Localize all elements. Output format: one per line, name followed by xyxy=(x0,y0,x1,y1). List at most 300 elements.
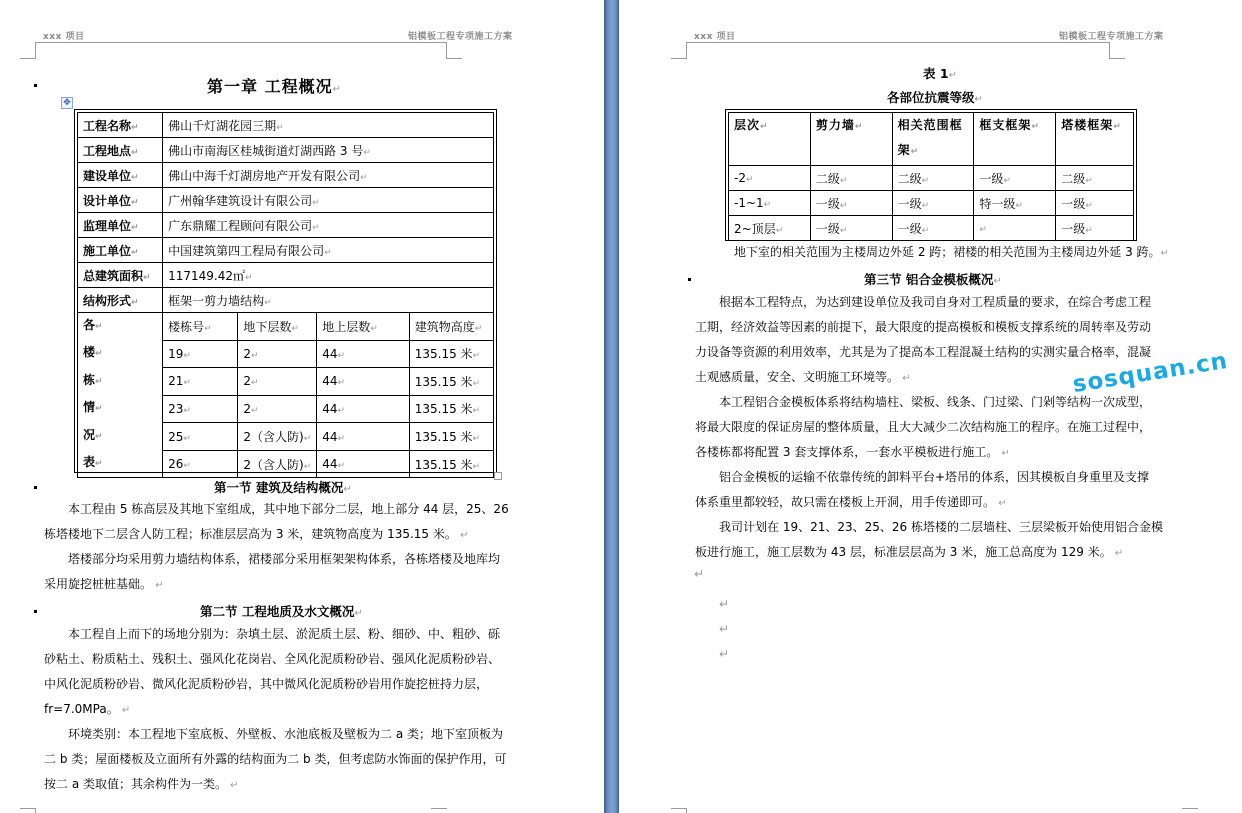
cell-text: 层次 xyxy=(734,118,761,132)
cell-text: 二级 xyxy=(1061,171,1086,186)
header-right: 铝模板工程专项施工方案 xyxy=(1059,32,1164,42)
cell-end-mark: ↵ xyxy=(250,378,259,389)
crop-mark xyxy=(20,58,36,59)
cell-end-mark: ↵ xyxy=(324,247,332,258)
seismic-grade-table xyxy=(728,112,1134,241)
line-text: 我司计划在 19、21、23、25、26 栋塔楼的二层墙柱、三层梁板开始使用铝合金模 xyxy=(719,520,1163,534)
body-line xyxy=(695,340,1151,365)
header-corner-right xyxy=(446,42,447,58)
cell-end-mark: ↵ xyxy=(763,200,772,210)
cell-text: 佛山中海千灯湖房地产开发有限公司 xyxy=(168,168,361,183)
line-text: 本工程铝合金模板体系将结构墙柱、梁板、线条、门过梁、门剁等结构一次成型， xyxy=(719,395,1152,409)
section1-title: 第一节 建筑及结构概况↵ xyxy=(214,480,352,495)
label-char: 栋 xyxy=(83,372,96,387)
body-line xyxy=(44,647,500,672)
body-line xyxy=(68,622,500,647)
body-line xyxy=(695,315,1151,340)
seismic-cell xyxy=(974,216,1056,241)
cell-end-mark: ↵ xyxy=(143,272,151,283)
cell-end-mark: ↵ xyxy=(839,200,848,211)
info-row xyxy=(78,113,494,138)
cell-end-mark: ↵ xyxy=(839,175,848,186)
info-row xyxy=(78,138,494,163)
table-note: 地下室的相关范围为主楼周边外延 2 跨；裙楼的相关范围为主楼周边外延 3 跨。↵ xyxy=(734,245,1169,259)
line-text: 二 b 类；屋面楼板及立面所有外露的结构面为二 b 类，但考虑防水饰面的保护作用，可 xyxy=(44,752,507,766)
cell-end-mark: ↵ xyxy=(472,461,481,472)
cell-end-mark: ↵ xyxy=(1031,122,1040,132)
cell-end-mark: ↵ xyxy=(183,433,191,444)
cell-end-mark: ↵ xyxy=(95,322,103,332)
info-value-cell xyxy=(163,113,494,138)
cell-end-mark: ↵ xyxy=(1085,175,1093,186)
cell-text: 44 xyxy=(322,374,338,389)
section3-title: 第三节 铝合金模板概况↵ xyxy=(864,272,1002,287)
seismic-cell xyxy=(892,191,974,216)
table-caption: 表 1↵ xyxy=(923,66,957,81)
building-cell xyxy=(163,395,238,423)
paragraph-mark: ↵ xyxy=(1111,548,1124,559)
paragraph-mark: ↵ xyxy=(995,498,1007,509)
building-cell xyxy=(317,395,410,423)
chapter-title: 第一章 工程概况↵ xyxy=(207,77,342,96)
seismic-cell xyxy=(1056,191,1134,216)
header-corner-right xyxy=(1109,42,1110,58)
cell-text: 135.15 米 xyxy=(414,430,473,445)
cell-text: -2 xyxy=(734,171,746,185)
building-label-char xyxy=(83,368,157,395)
body-line xyxy=(695,415,1151,440)
info-label-cell xyxy=(78,163,163,188)
cell-end-mark: ↵ xyxy=(95,431,103,442)
label-char: 况 xyxy=(83,427,96,442)
body-line xyxy=(68,722,503,747)
heading-bullet xyxy=(34,84,37,87)
heading-bullet xyxy=(34,610,37,613)
info-label-cell xyxy=(78,263,163,288)
building-cell xyxy=(317,450,410,478)
empty-paragraph: ↵ xyxy=(719,597,730,611)
line-text: 按二 a 类取值；其余构件为一类。 xyxy=(44,777,227,791)
body-line xyxy=(44,522,468,548)
cell-text: 2 xyxy=(243,401,251,416)
document-page-right xyxy=(619,0,1242,813)
cell-end-mark: ↵ xyxy=(775,225,784,236)
label-char: 情 xyxy=(83,400,96,415)
seismic-row xyxy=(729,166,1134,191)
cell-end-mark: ↵ xyxy=(337,433,346,444)
cell-end-mark: ↵ xyxy=(250,405,259,416)
building-label-char xyxy=(83,423,157,450)
cell-text: 44 xyxy=(322,429,338,444)
cell-text: 地上层数 xyxy=(322,319,371,334)
info-label-cell xyxy=(78,238,163,263)
paragraph-mark: ↵ xyxy=(456,530,469,541)
paragraph-mark: ↵ xyxy=(226,780,239,791)
building-cell xyxy=(409,450,493,478)
line-text: 环境类别：本工程地下室底板、外壁板、水池底板及壁板为二 a 类；地下室顶板为 xyxy=(68,727,503,741)
cell-text: 相关范围框架 xyxy=(897,118,963,157)
body-line xyxy=(68,547,500,572)
info-row xyxy=(78,188,494,213)
building-label-char xyxy=(83,313,157,340)
page-gutter-scroll-separator xyxy=(604,0,619,813)
body-line xyxy=(719,465,1149,490)
cell-end-mark: ↵ xyxy=(370,323,378,334)
cell-end-mark: ↵ xyxy=(131,172,139,183)
seismic-row xyxy=(729,216,1134,241)
seismic-cell xyxy=(1056,166,1134,191)
building-cell xyxy=(317,340,410,368)
cell-end-mark: ↵ xyxy=(910,147,920,157)
cell-end-mark: ↵ xyxy=(291,323,299,334)
cell-end-mark: ↵ xyxy=(250,350,259,361)
cell-text: 26 xyxy=(168,457,184,472)
cell-end-mark: ↵ xyxy=(303,434,312,445)
cell-end-mark: ↵ xyxy=(921,175,930,186)
seismic-cell xyxy=(1056,216,1134,241)
seismic-cell xyxy=(974,166,1056,191)
building-header-cell xyxy=(163,313,238,341)
cell-end-mark: ↵ xyxy=(131,197,139,208)
cell-end-mark: ↵ xyxy=(337,350,346,361)
crop-mark xyxy=(20,808,36,809)
body-line xyxy=(695,440,1010,466)
cell-end-mark: ↵ xyxy=(131,247,139,258)
header-rule xyxy=(35,42,446,43)
cell-end-mark: ↵ xyxy=(1113,122,1122,132)
cell-text: 一级 xyxy=(1061,221,1086,236)
seismic-header-cell xyxy=(892,113,974,166)
line-text: 根据本工程特点，为达到建设单位及我司自身对工程质量的要求，在综合考虑工程 xyxy=(719,295,1152,309)
cell-end-mark: ↵ xyxy=(303,461,312,472)
cell-text: 地下层数 xyxy=(243,319,292,334)
cell-end-mark: ↵ xyxy=(337,405,346,416)
line-text: 各楼栋都将配置 3 套支撑体系，一套水平模板进行施工。 xyxy=(695,445,999,459)
body-line xyxy=(44,572,164,598)
info-label-cell xyxy=(78,113,163,138)
info-value-cell xyxy=(163,263,494,288)
cell-text: 135.15 米 xyxy=(414,347,473,362)
cell-text: 框架一剪力墙结构 xyxy=(168,293,265,308)
building-header-cell xyxy=(238,313,317,341)
seismic-cell xyxy=(729,191,811,216)
section2-title: 第二节 工程地质及水文概况↵ xyxy=(200,604,363,619)
cell-text: 剪力墙 xyxy=(815,118,855,132)
cell-end-mark: ↵ xyxy=(839,225,848,236)
cell-text: -1~1 xyxy=(734,196,764,210)
body-line xyxy=(695,540,1123,566)
info-value-cell xyxy=(163,213,494,238)
cell-end-mark: ↵ xyxy=(245,272,253,283)
building-cell xyxy=(409,368,493,396)
building-header-row xyxy=(78,313,494,341)
cell-end-mark: ↵ xyxy=(1085,225,1093,236)
cell-text: 2（含人防) xyxy=(243,430,304,445)
cell-end-mark: ↵ xyxy=(474,323,483,334)
line-text: fr=7.0MPa。 xyxy=(44,702,119,716)
cell-text: 工程名称 xyxy=(83,118,132,133)
label-char: 楼 xyxy=(83,345,96,360)
line-text: 板进行施工，施工层数为 43 层，标准层层高为 3 米，施工总高度为 129 米。 xyxy=(695,545,1112,559)
table-move-handle-icon[interactable]: ✥ xyxy=(61,97,73,109)
document-page-left xyxy=(0,0,604,813)
header-corner-left xyxy=(686,42,687,58)
cell-text: 19 xyxy=(168,346,184,361)
cell-end-mark: ↵ xyxy=(921,225,930,236)
cell-text: 一级 xyxy=(815,221,840,236)
crop-mark xyxy=(35,808,36,813)
cell-text: 楼栋号 xyxy=(168,319,205,334)
info-row xyxy=(78,238,494,263)
body-line xyxy=(44,772,239,798)
cell-end-mark: ↵ xyxy=(312,197,320,208)
crop-mark xyxy=(686,808,687,813)
table-resize-handle[interactable] xyxy=(494,472,502,480)
cell-end-mark: ↵ xyxy=(204,323,212,334)
cell-end-mark: ↵ xyxy=(183,378,191,389)
cell-text: 框支框架 xyxy=(979,118,1032,132)
line-text: 土观感质量，安全、文明施工环境等。 xyxy=(695,370,900,384)
line-text: 本工程由 5 栋高层及其地下室组成，其中地下部分二层，地上部分 44 层，25、26 xyxy=(68,502,509,516)
building-cell xyxy=(317,423,410,451)
cell-end-mark: ↵ xyxy=(131,297,139,308)
empty-paragraph: ↵ xyxy=(719,647,730,661)
cell-end-mark: ↵ xyxy=(183,350,191,361)
building-cell xyxy=(409,423,493,451)
heading-bullet xyxy=(688,278,691,281)
building-cell xyxy=(238,395,317,423)
project-info-table xyxy=(77,112,494,478)
seismic-cell xyxy=(892,216,974,241)
line-text: 工期，经济效益等因素的前提下，最大限度的提高模板和模板支撑系统的周转率及劳动 xyxy=(695,320,1152,334)
cell-text: 44 xyxy=(322,346,338,361)
body-line xyxy=(719,515,1163,540)
building-header-cell xyxy=(317,313,410,341)
cell-end-mark: ↵ xyxy=(183,405,191,416)
cell-text: 佛山市南海区桂城街道灯湖西路 3 号 xyxy=(168,143,364,158)
building-cell xyxy=(317,368,410,396)
paragraph-mark: ↵ xyxy=(899,373,911,384)
cell-end-mark: ↵ xyxy=(131,122,139,133)
crop-mark xyxy=(1109,58,1125,59)
seismic-row xyxy=(729,191,1134,216)
info-label-cell xyxy=(78,213,163,238)
cell-end-mark: ↵ xyxy=(95,404,103,415)
cell-end-mark: ↵ xyxy=(1085,200,1093,211)
building-header-cell xyxy=(409,313,493,341)
building-label-char xyxy=(83,395,157,422)
cell-end-mark: ↵ xyxy=(745,175,754,185)
cell-text: 总建筑面积 xyxy=(83,268,144,283)
line-text: 力设备等资源的利用效率，尤其是为了提高本工程混凝土结构的实测实量合格率，混凝 xyxy=(695,345,1152,359)
building-cell xyxy=(163,368,238,396)
line-text: 体系重里都较轻，故只需在楼板上开洞，用手传递即可。 xyxy=(695,495,996,509)
cell-end-mark: ↵ xyxy=(854,122,864,132)
cell-end-mark: ↵ xyxy=(95,376,103,387)
empty-paragraph: ↵ xyxy=(694,567,705,581)
cell-text: 23 xyxy=(168,401,184,416)
cell-text: 监理单位 xyxy=(83,218,132,233)
line-text: 本工程自上而下的场地分别为：杂填土层、淤泥质土层、粉、细砂、中、粗砂、砾 xyxy=(68,627,501,641)
seismic-cell xyxy=(974,191,1056,216)
cell-end-mark: ↵ xyxy=(472,434,481,445)
cell-end-mark: ↵ xyxy=(1003,175,1011,186)
crop-mark xyxy=(446,58,462,59)
line-text: 铝合金模板的运输不依靠传统的卸料平台+塔吊的体系，因其模板自身重里及支撑 xyxy=(719,470,1150,484)
building-cell xyxy=(163,450,238,478)
line-text: 将最大限度的保证房屋的整体质量，且大大减少二次结构施工的程序。在施工过程中， xyxy=(695,420,1152,434)
header-corner-left xyxy=(35,42,36,58)
line-text: 中风化泥质粉砂岩、微风化泥质粉砂岩，其中微风化泥质粉砂岩用作旋挖桩持力层， xyxy=(44,677,489,691)
crop-mark xyxy=(431,808,447,809)
cell-text: 一级 xyxy=(897,221,922,236)
cell-text: 2（含人防) xyxy=(243,457,304,472)
crop-mark xyxy=(1182,808,1198,809)
cell-end-mark: ↵ xyxy=(472,378,481,389)
info-row xyxy=(78,213,494,238)
info-value-cell xyxy=(163,188,494,213)
cell-text: 44 xyxy=(322,457,338,472)
body-line xyxy=(695,490,1007,516)
header-left: xxx 项目 xyxy=(694,32,736,42)
line-text: 栋塔楼地下二层含人防工程；标准层层高为 3 米，建筑物高度为 135.15 米。 xyxy=(44,527,457,541)
cell-end-mark: ↵ xyxy=(363,147,371,158)
cell-end-mark: ↵ xyxy=(337,461,346,472)
label-char: 各 xyxy=(83,318,96,332)
header-left: xxx 项目 xyxy=(43,32,85,42)
building-label-cell xyxy=(78,313,163,478)
cell-text: 施工单位 xyxy=(83,243,132,258)
cell-text: 2 xyxy=(243,374,251,389)
cell-text: 二级 xyxy=(897,171,922,186)
line-text: 塔楼部分均采用剪力墙结构体系，裙楼部分采用框架架构体系，各栋塔楼及地库均 xyxy=(68,552,501,566)
line-text: 砂粘土、粉质粘土、残积土、强风化花岗岩、全风化泥质粉砂岩、强风化泥质粉砂岩、 xyxy=(44,652,501,666)
seismic-cell xyxy=(810,191,892,216)
info-label-cell xyxy=(78,138,163,163)
body-line xyxy=(68,497,509,522)
seismic-cell xyxy=(892,166,974,191)
cell-text: 2~顶层 xyxy=(734,221,776,236)
cell-end-mark: ↵ xyxy=(131,147,139,158)
cell-text: 2 xyxy=(243,346,251,361)
cell-end-mark: ↵ xyxy=(921,200,930,211)
info-value-cell xyxy=(163,138,494,163)
seismic-cell xyxy=(810,216,892,241)
cell-text: 设计单位 xyxy=(83,193,132,208)
building-cell xyxy=(238,423,317,451)
paragraph-mark: ↵ xyxy=(998,448,1010,459)
info-row xyxy=(78,263,494,288)
cell-text: 一级 xyxy=(815,196,840,211)
paragraph-mark: ↵ xyxy=(118,705,131,716)
cell-end-mark: ↵ xyxy=(979,225,987,235)
table-title: 各部位抗震等级↵ xyxy=(887,90,983,105)
cell-end-mark: ↵ xyxy=(337,378,346,389)
cell-text: 135.15 米 xyxy=(414,374,473,389)
paragraph-mark: ↵ xyxy=(152,580,164,591)
building-cell xyxy=(409,340,493,368)
seismic-header-cell xyxy=(729,113,811,166)
cell-text: 特一级 xyxy=(979,196,1016,211)
body-line xyxy=(44,747,507,772)
cell-text: 135.15 米 xyxy=(414,402,473,417)
seismic-header-cell xyxy=(810,113,892,166)
cell-text: 一级 xyxy=(1061,196,1086,211)
header-rule xyxy=(686,42,1109,43)
cell-text: 44 xyxy=(322,401,338,416)
seismic-cell xyxy=(810,166,892,191)
cell-text: 建设单位 xyxy=(83,168,132,183)
watermark: sosquan.cn xyxy=(1070,347,1230,399)
cell-end-mark: ↵ xyxy=(131,222,139,233)
empty-paragraph: ↵ xyxy=(719,622,730,636)
body-line xyxy=(719,290,1151,315)
body-line xyxy=(44,697,130,723)
heading-bullet xyxy=(34,486,37,489)
cell-text: 一级 xyxy=(897,196,922,211)
building-cell xyxy=(163,340,238,368)
cell-end-mark: ↵ xyxy=(183,461,191,472)
cell-text: 工程地点 xyxy=(83,143,132,158)
building-cell xyxy=(238,368,317,396)
body-line xyxy=(695,365,911,391)
cell-text: 21 xyxy=(168,374,184,389)
info-value-cell xyxy=(163,163,494,188)
info-label-cell xyxy=(78,188,163,213)
cell-text: 结构形式 xyxy=(83,293,132,308)
cell-end-mark: ↵ xyxy=(312,222,320,233)
seismic-cell xyxy=(729,216,811,241)
seismic-header-cell xyxy=(1056,113,1134,166)
seismic-cell xyxy=(729,166,811,191)
cell-text: 二级 xyxy=(815,171,840,186)
line-text: 采用旋挖桩桩基础。 xyxy=(44,577,153,591)
info-label-cell xyxy=(78,288,163,313)
cell-text: 25 xyxy=(168,429,184,444)
cell-end-mark: ↵ xyxy=(95,459,103,470)
cell-text: 广州翰华建筑设计有限公司 xyxy=(168,193,313,208)
body-line xyxy=(44,672,488,697)
building-label-char xyxy=(83,450,157,477)
cell-text: 117149.42㎡ xyxy=(168,268,246,283)
cell-end-mark: ↵ xyxy=(472,351,481,362)
label-char: 表 xyxy=(83,455,96,470)
header-right: 铝模板工程专项施工方案 xyxy=(408,32,513,42)
cell-text: 建筑物高度 xyxy=(414,319,475,334)
cell-text: 一级 xyxy=(979,171,1004,186)
building-label-char xyxy=(83,340,157,367)
cell-end-mark: ↵ xyxy=(472,406,481,417)
building-cell xyxy=(238,450,317,478)
cell-end-mark: ↵ xyxy=(1015,200,1023,211)
seismic-header-row xyxy=(729,113,1134,166)
cell-end-mark: ↵ xyxy=(264,297,272,308)
seismic-header-cell xyxy=(974,113,1056,166)
info-value-cell xyxy=(163,288,494,313)
cell-text: 佛山千灯湖花园三期 xyxy=(168,118,277,133)
cell-text: 塔楼框架 xyxy=(1061,118,1114,132)
cell-end-mark: ↵ xyxy=(95,349,103,360)
building-cell xyxy=(409,395,493,423)
building-cell xyxy=(163,423,238,451)
cell-end-mark: ↵ xyxy=(276,122,284,133)
crop-mark xyxy=(671,808,687,809)
building-cell xyxy=(238,340,317,368)
cell-text: 中国建筑第四工程局有限公司 xyxy=(168,243,325,258)
crop-mark xyxy=(671,58,687,59)
info-row xyxy=(78,288,494,313)
cell-text: 135.15 米 xyxy=(414,457,473,472)
